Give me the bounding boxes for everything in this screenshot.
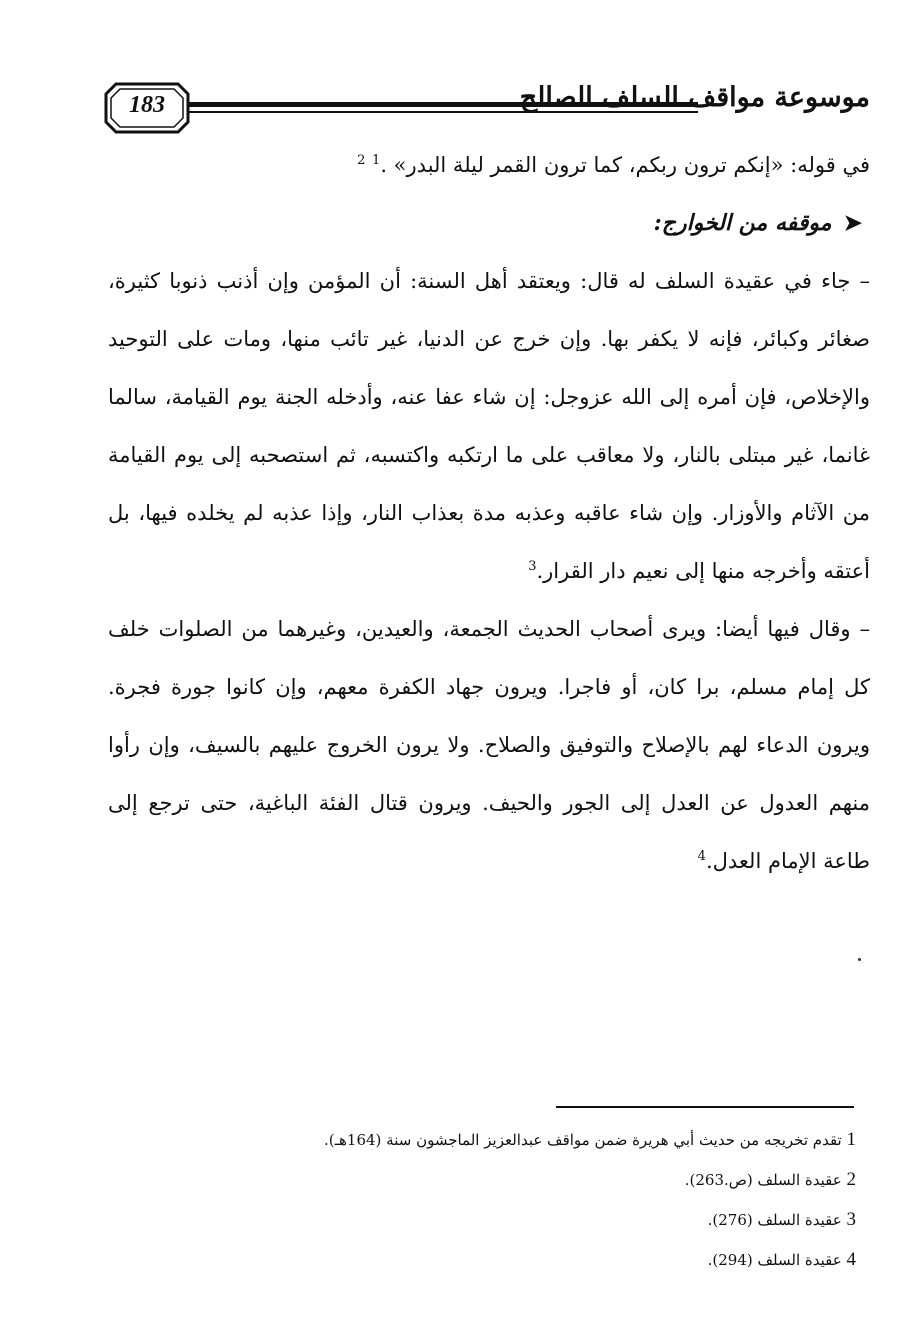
book-title: موسوعة مواقف السلف الصالح [519,82,870,113]
footnote-number: 4 [846,1249,856,1270]
page-number-badge [102,80,192,136]
footnote-text: تقدم تخريجه من حديث أبي هريرة ضمن مواقف عبدالعزيز الماجشون سنة (164هـ). [323,1131,842,1149]
footnote-text: عقيدة السلف (ص.263). [684,1171,842,1189]
footnote-text: عقيدة السلف (276). [707,1211,842,1229]
footnote-number: 1 [846,1129,856,1150]
intro-line [108,136,870,194]
paragraph-2-text: – وقال فيها أيضا: ويرى أصحاب الحديث الجمعة، والعيدين، وغيرهما من الصلوات خلف كل إمام مسلم، برا كان، أو فاجرا. ويرون جهاد الكفرة معهم، وإن كانوا جورة فجرة. ويرون الدعاء لهم بالإصلاح والتوفيق والصلاح. ولا يرون الخروج عليهم بالسيف، وإن رأوا منهم العدول عن العدل إلى الجور والحيف. ويرون قتال الفئة الباغية، حتى ترجع إلى طاعة الإمام العدل. [108,617,870,873]
footnote-text: عقيدة السلف (294). [707,1251,842,1269]
section-heading [108,194,870,252]
footnote-ref-3[interactable]: 3 [528,559,537,574]
footnote-ref-4[interactable]: 4 [697,849,706,864]
page-number: 183 [129,92,165,118]
page-header [100,80,870,140]
stray-dot [858,958,861,961]
footnote-number: 2 [846,1169,856,1190]
footnote-separator [556,1106,854,1108]
footnote-3 [108,1200,856,1240]
paragraph-1-text: – جاء في عقيدة السلف له قال: ويعتقد أهل السنة: أن المؤمن وإن أذنب ذنوبا كثيرة، صغائر وكبائر، فإنه لا يكفر بها. وإن خرج عن الدنيا، غير تائب منها، ومات على التوحيد والإخلاص، فإن أمره إلى الله عزوجل: إن شاء عفا عنه، وأدخله الجنة يوم القيامة، سالما غانما، غير مبتلى بالنار، ولا معاقب على ما ارتكبه واكتسبه، ثم استصحبه إلى يوم القيامة من الآثام والأوزار. وإن شاء عاقبه وعذبه مدة بعذاب النار، وإذا عذبه لم يخلده فيها، بل أعتقه وأخرجه منها إلى نعيم دار القرار. [108,269,870,583]
paragraph-1 [108,252,870,600]
arrow-bullet-icon: ➤ [843,210,862,236]
footnote-1 [108,1120,856,1160]
main-text [108,136,870,890]
footnotes [108,1120,856,1280]
footnote-4 [108,1240,856,1280]
footnote-ref-2[interactable]: 2 [357,153,366,168]
footnote-ref-1[interactable]: 1 [372,153,381,168]
footnote-2 [108,1160,856,1200]
section-heading-text: موقفه من الخوارج: [653,210,832,236]
footnote-number: 3 [846,1209,856,1230]
paragraph-2 [108,600,870,890]
intro-text: في قوله: «إنكم ترون ربكم، كما ترون القمر ليلة البدر» . [380,153,870,177]
